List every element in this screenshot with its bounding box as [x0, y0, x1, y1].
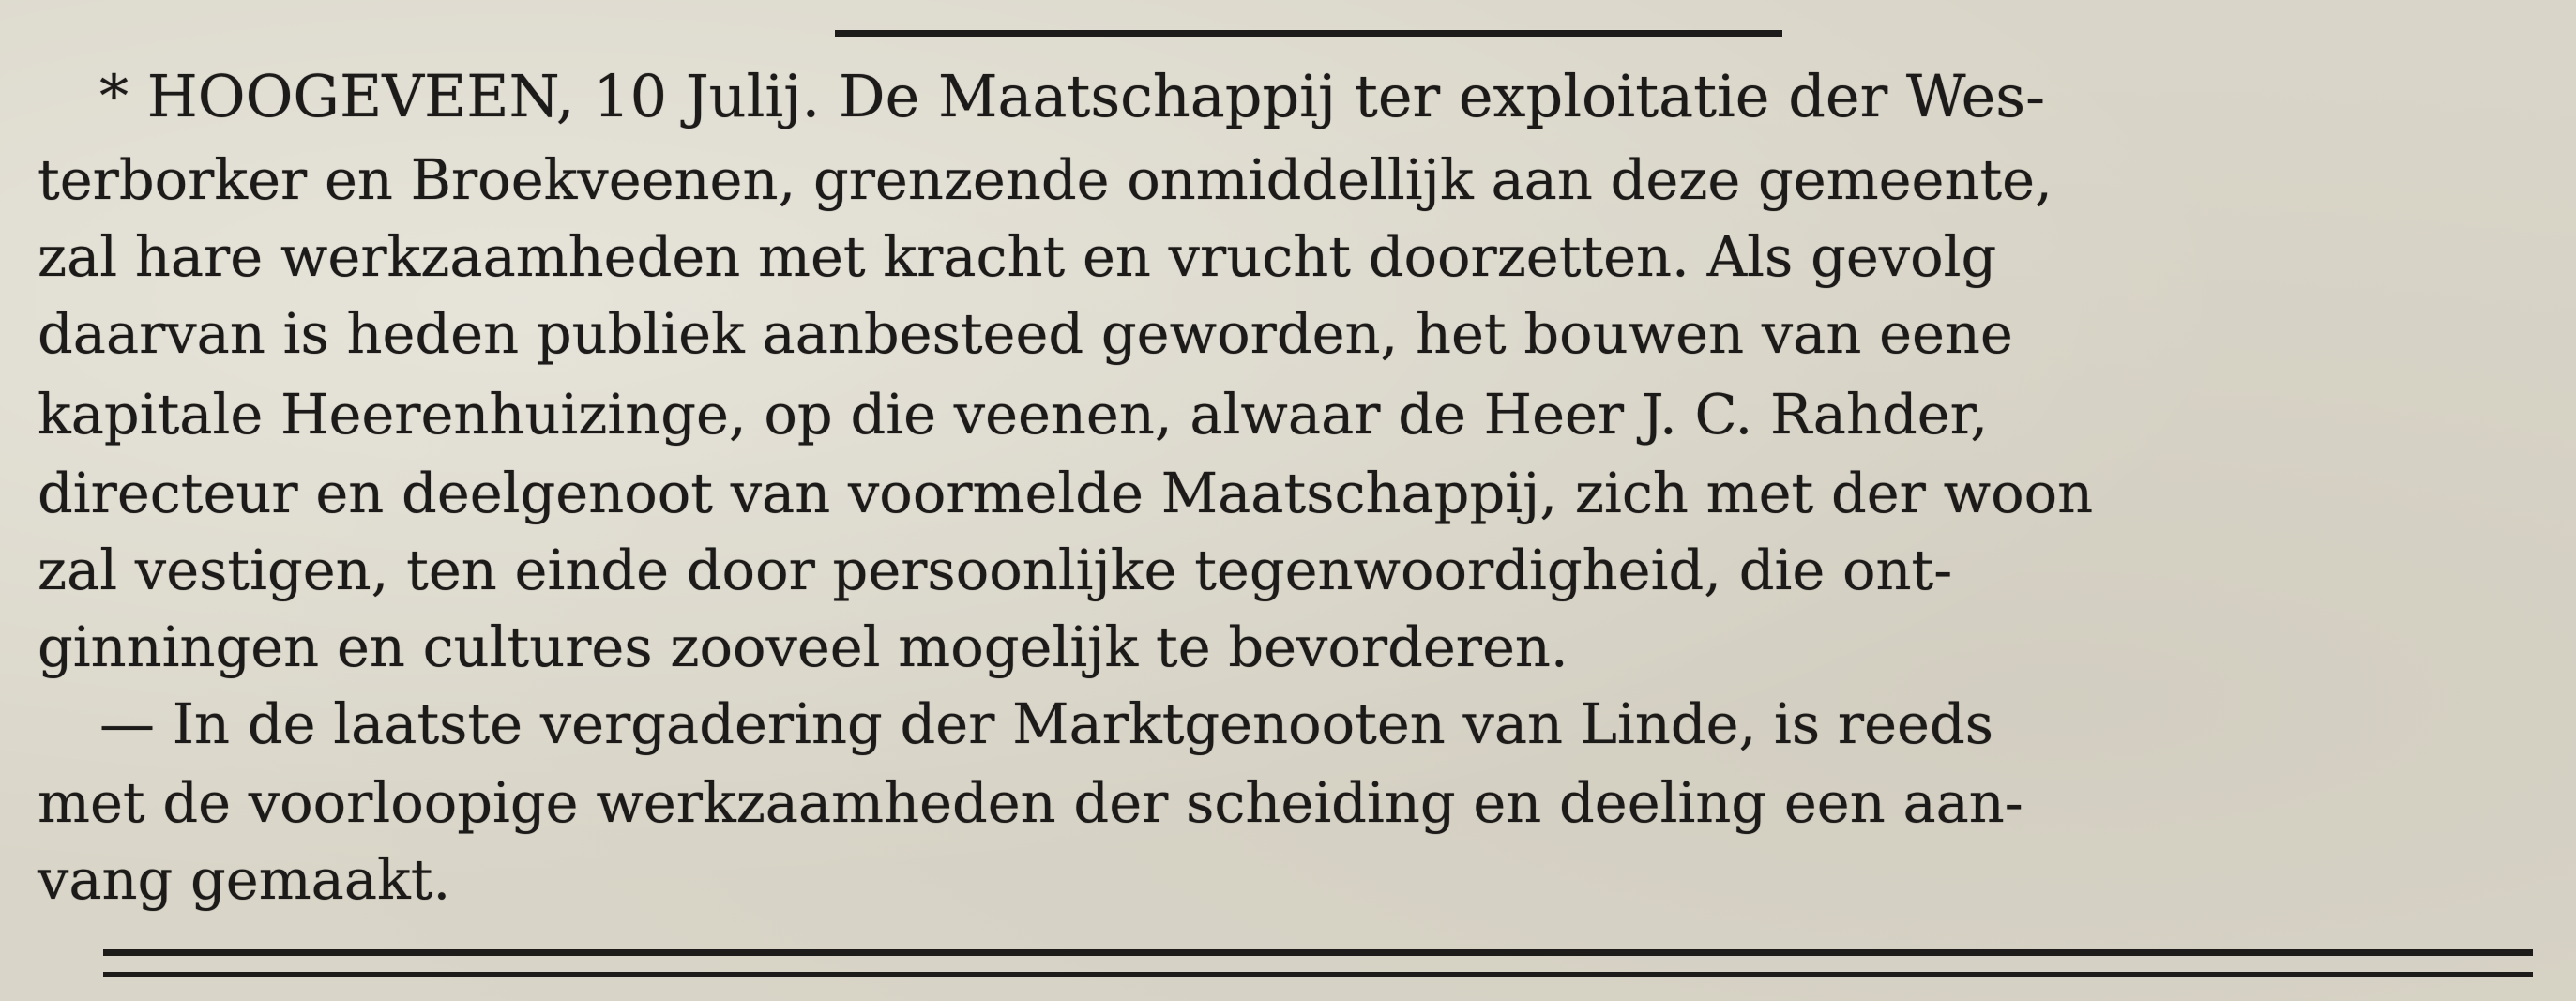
article-line: met de voorloopige werkzaamheden der scheiding en deeling een aan- [38, 770, 2023, 835]
article-line: vang gemaakt. [38, 847, 451, 912]
article-line: zal hare werkzaamheden met kracht en vrucht doorzetten. Als gevolg [38, 224, 1997, 289]
article-line: terborker en Broekveenen, grenzende onmiddellijk aan deze gemeente, [38, 147, 2053, 212]
bottom-rule-thick [103, 949, 2533, 956]
article-line: zal vestigen, ten einde door persoonlijke tegenwoordigheid, die ont- [38, 538, 1953, 602]
article-line: * HOOGEVEEN, 10 Julij. De Maatschappij ter exploitatie der Wes- [99, 62, 2046, 130]
bottom-rule-thin [103, 972, 2533, 977]
article-line: ginningen en cultures zooveel mogelijk te bevorderen. [38, 614, 1568, 679]
article-line: — In de laatste vergadering der Marktgenooten van Linde, is reeds [99, 691, 1993, 756]
article-line: daarvan is heden publiek aanbesteed geworden, het bouwen van eene [38, 301, 2013, 366]
article-line: kapitale Heerenhuizinge, op die veenen, alwaar de Heer J. C. Rahder, [38, 382, 1989, 447]
article-line: directeur en deelgenoot van voormelde Maatschappij, zich met der woon [38, 461, 2094, 525]
